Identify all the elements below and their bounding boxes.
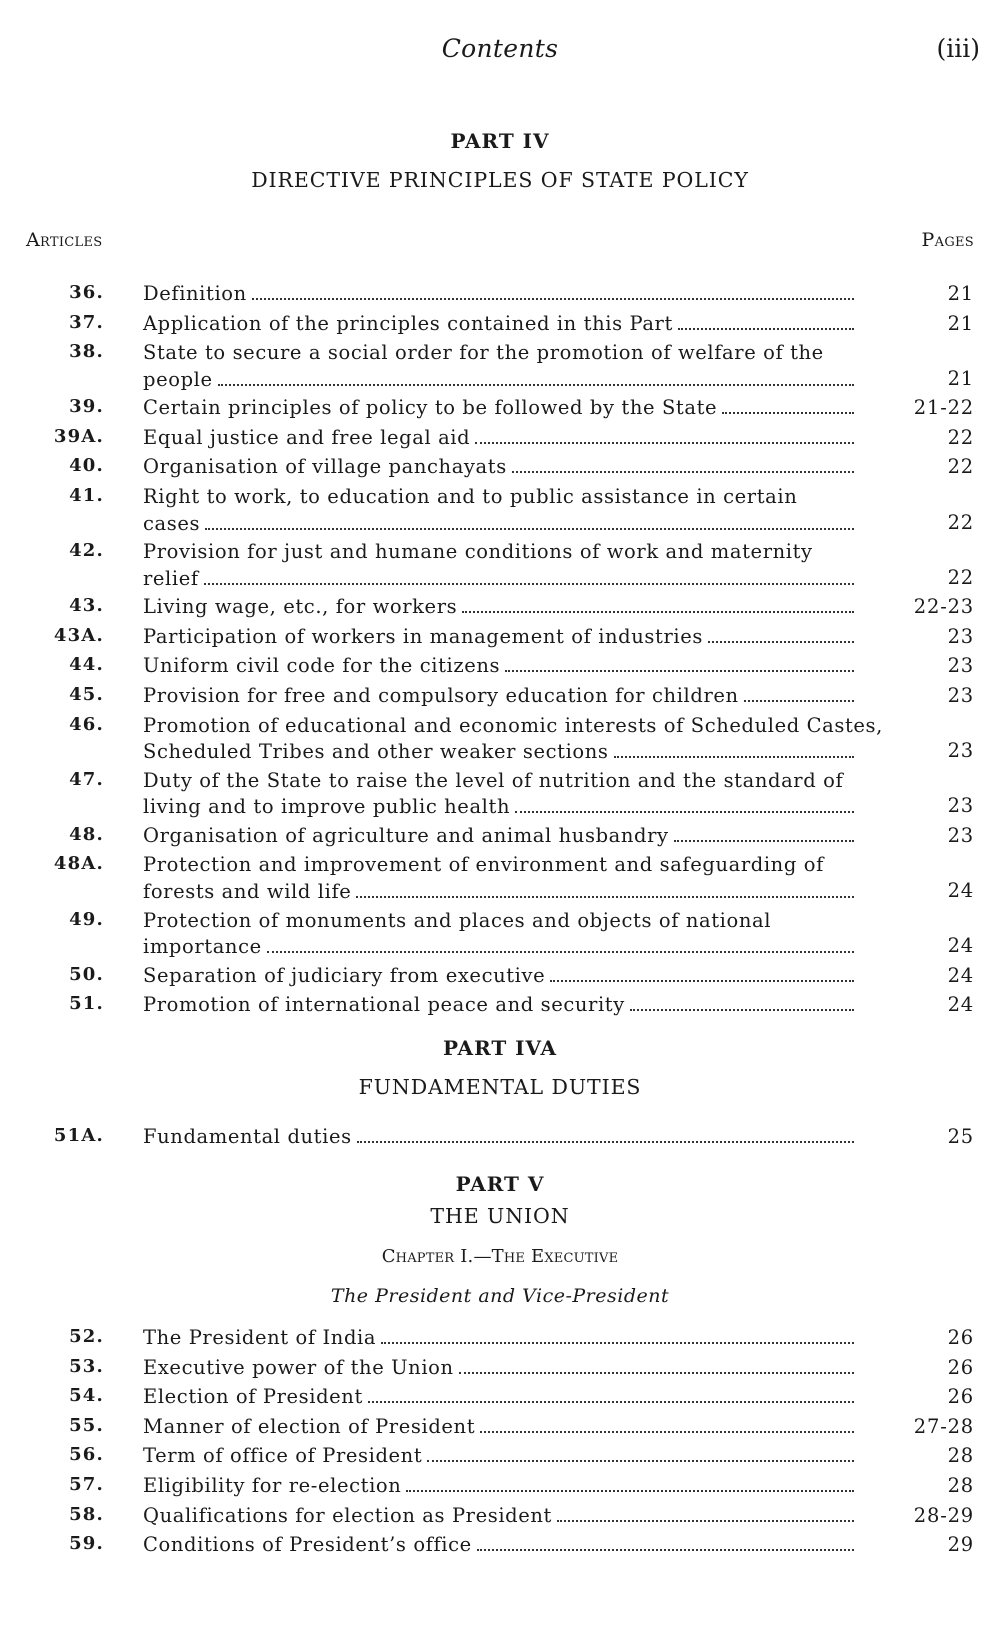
dot-leader	[462, 611, 854, 613]
toc-entry	[0, 683, 1000, 713]
toc-entry	[0, 395, 1000, 425]
part-subtitle: THE UNION	[430, 1204, 570, 1228]
article-number: 48.	[69, 823, 104, 845]
dot-leader	[678, 328, 854, 330]
toc-list	[0, 281, 1000, 1022]
article-title-line: Manner of election of President	[143, 1414, 476, 1438]
page-reference: 24	[947, 934, 974, 957]
toc-entry	[0, 908, 1000, 963]
part-heading: PART IV	[450, 129, 550, 153]
article-number: 50.	[69, 963, 104, 985]
page-reference: 26	[947, 1385, 974, 1409]
article-title-line: importance	[143, 935, 262, 958]
dot-leader	[357, 1141, 854, 1143]
article-title	[143, 311, 855, 338]
article-title-line: Certain principles of policy to be followed by the State	[143, 396, 718, 420]
article-title	[143, 539, 855, 592]
article-title	[143, 340, 855, 393]
article-title-line: Executive power of the Union	[143, 1355, 454, 1379]
dot-leader	[205, 528, 854, 530]
article-number: 55.	[69, 1414, 104, 1436]
article-title-line: Definition	[143, 282, 247, 305]
article-title	[143, 852, 855, 905]
article-number: 58.	[69, 1503, 104, 1525]
article-number: 41.	[69, 485, 104, 507]
article-title	[143, 1124, 855, 1151]
article-number: 43.	[69, 595, 104, 617]
toc-entry	[0, 1503, 1000, 1533]
article-title-line: Separation of judiciary from executive	[143, 963, 546, 987]
page-reference: 29	[947, 1533, 974, 1557]
article-title	[143, 1443, 855, 1470]
page-reference: 23	[947, 739, 974, 763]
article-number: 53.	[69, 1355, 104, 1377]
article-number: 37.	[69, 311, 104, 333]
article-number: 40.	[69, 455, 104, 477]
article-title-line: Equal justice and free legal aid	[143, 425, 471, 449]
article-number: 51.	[69, 993, 104, 1015]
dot-leader	[512, 471, 854, 473]
article-number: 39A.	[53, 425, 104, 447]
page-reference: 23	[947, 684, 974, 708]
toc-entry	[0, 1325, 1000, 1355]
article-title-line: cases	[143, 511, 201, 535]
page-reference: 28-29	[913, 1503, 974, 1527]
article-title-line: Right to work, to education and to public assistance in certain	[143, 485, 798, 509]
article-title	[143, 908, 855, 961]
page-reference: 26	[947, 1355, 974, 1379]
page-reference: 28	[947, 1473, 974, 1497]
article-title-line: Living wage, etc., for workers	[143, 595, 458, 619]
toc-entry	[0, 594, 1000, 624]
dot-leader	[475, 442, 854, 444]
toc-entry	[0, 713, 1000, 768]
dot-leader	[550, 980, 854, 982]
article-title	[143, 653, 855, 680]
article-title-line: Election of President	[143, 1385, 363, 1409]
article-title	[143, 1325, 855, 1352]
toc-list	[0, 1325, 1000, 1562]
article-title-line: Promotion of international peace and security	[143, 993, 625, 1017]
article-title-line: The President of India	[143, 1326, 377, 1349]
page-reference: 22-23	[913, 595, 974, 619]
article-number: 57.	[69, 1473, 104, 1495]
article-title-line: relief	[143, 566, 199, 590]
article-title	[143, 624, 855, 651]
toc-entry	[0, 823, 1000, 853]
article-number: 36.	[69, 282, 104, 303]
toc-entry	[0, 1355, 1000, 1385]
page-reference: 24	[947, 993, 974, 1017]
dot-leader	[356, 896, 854, 898]
pages-column-label: Pages	[921, 229, 974, 251]
page-reference: 24	[947, 878, 974, 902]
page-reference: 26	[947, 1326, 974, 1349]
article-title-line: living and to improve public health	[143, 795, 511, 819]
article-title-line: Provision for just and humane conditions of work and maternity	[143, 540, 813, 564]
article-title-line: Duty of the State to raise the level of nutrition and the standard of	[143, 768, 844, 792]
section-heading: The President and Vice-President	[330, 1285, 670, 1307]
toc-entry	[0, 1473, 1000, 1503]
page-reference: 23	[947, 823, 974, 847]
toc-entry	[0, 1532, 1000, 1562]
dot-leader	[252, 298, 854, 300]
article-number: 59.	[69, 1533, 104, 1555]
article-title-line: Conditions of President’s office	[143, 1533, 472, 1557]
page-reference: 22	[947, 425, 974, 449]
dot-leader	[614, 756, 854, 758]
article-number: 39.	[69, 396, 104, 418]
article-title-line: Term of office of President	[143, 1444, 423, 1468]
article-title	[143, 1473, 855, 1500]
page-reference: 23	[947, 794, 974, 818]
page-reference: 21	[947, 311, 974, 335]
toc-entry	[0, 1414, 1000, 1444]
dot-leader	[477, 1549, 854, 1551]
page-reference: 22	[947, 565, 974, 589]
toc-entry	[0, 454, 1000, 484]
toc-entry	[0, 1384, 1000, 1414]
toc-entry	[0, 539, 1000, 594]
article-number: 47.	[69, 768, 104, 790]
dot-leader	[515, 811, 854, 813]
article-title-line: Fundamental duties	[143, 1125, 352, 1148]
article-title-line: Scheduled Tribes and other weaker sections	[143, 740, 609, 764]
article-title-line: Protection and improvement of environment and safeguarding of	[143, 853, 824, 877]
dot-leader	[744, 700, 854, 702]
dot-leader	[204, 583, 854, 585]
part-heading: PART IVA	[442, 1036, 558, 1060]
dot-leader	[480, 1431, 854, 1433]
article-title-line: Promotion of educational and economic interests of Scheduled Castes,	[143, 713, 883, 737]
toc-list	[0, 1124, 1000, 1154]
dot-leader	[708, 641, 854, 643]
article-title	[143, 395, 855, 422]
article-number: 43A.	[53, 624, 104, 646]
article-title	[143, 281, 855, 308]
page-reference: 23	[947, 654, 974, 678]
dot-leader	[505, 670, 854, 672]
article-title	[143, 713, 883, 766]
article-number: 49.	[69, 908, 104, 930]
page-reference: 23	[947, 624, 974, 648]
dot-leader	[459, 1372, 854, 1374]
article-title	[143, 1414, 855, 1441]
article-title	[143, 1532, 855, 1559]
article-number: 54.	[69, 1385, 104, 1407]
article-title	[143, 768, 855, 821]
article-title	[143, 683, 855, 710]
dot-leader	[381, 1342, 854, 1344]
toc-entry	[0, 484, 1000, 539]
page-reference: 28	[947, 1444, 974, 1468]
article-number: 52.	[69, 1326, 104, 1347]
page-reference: 21	[947, 282, 974, 305]
article-title-line: Application of the principles contained in this Part	[143, 311, 673, 335]
page-reference: 22	[947, 455, 974, 479]
chapter-heading: Chapter I.—The Executive	[381, 1246, 619, 1267]
article-number: 45.	[69, 684, 104, 706]
article-number: 42.	[69, 540, 104, 562]
article-title	[143, 963, 855, 990]
toc-entry	[0, 653, 1000, 683]
article-number: 51A.	[53, 1125, 104, 1146]
article-title-line: Protection of monuments and places and objects of national	[143, 908, 772, 932]
article-title-line: Organisation of village panchayats	[143, 455, 507, 479]
toc-entry	[0, 992, 1000, 1022]
article-title-line: people	[143, 367, 213, 391]
dot-leader	[674, 840, 854, 842]
article-title	[143, 1384, 855, 1411]
dot-leader	[557, 1520, 854, 1522]
dot-leader	[722, 412, 854, 414]
article-title	[143, 1503, 855, 1530]
article-title	[143, 1355, 855, 1382]
article-title-line: Uniform civil code for the citizens	[143, 654, 501, 678]
page-reference: 27-28	[913, 1414, 974, 1438]
article-title	[143, 992, 855, 1019]
articles-column-label: Articles	[26, 229, 103, 251]
article-title	[143, 425, 855, 452]
dot-leader	[218, 384, 854, 386]
dot-leader	[368, 1401, 854, 1403]
article-title-line: Participation of workers in management of industries	[143, 624, 703, 648]
part-subtitle: DIRECTIVE PRINCIPLES OF STATE POLICY	[251, 168, 749, 192]
article-title-line: State to secure a social order for the promotion of welfare of the	[143, 341, 824, 365]
part-heading: PART V	[455, 1172, 545, 1196]
article-number: 48A.	[53, 853, 104, 875]
article-title-line: Organisation of agriculture and animal husbandry	[143, 823, 669, 847]
article-title	[143, 594, 855, 621]
toc-entry	[0, 963, 1000, 993]
article-title-line: Eligibility for re-election	[143, 1473, 402, 1497]
page-reference: 22	[947, 510, 974, 534]
toc-entry	[0, 1124, 1000, 1154]
toc-entry	[0, 311, 1000, 341]
toc-entry	[0, 340, 1000, 395]
dot-leader	[267, 951, 854, 953]
article-title	[143, 823, 855, 850]
article-number: 46.	[69, 713, 104, 735]
toc-entry	[0, 1443, 1000, 1473]
article-number: 44.	[69, 654, 104, 676]
article-number: 56.	[69, 1444, 104, 1466]
article-title	[143, 454, 855, 481]
article-title-line: forests and wild life	[143, 879, 352, 903]
article-title-line: Qualifications for election as President	[143, 1503, 552, 1527]
toc-entry	[0, 624, 1000, 654]
toc-entry	[0, 281, 1000, 311]
page-number: (iii)	[936, 34, 980, 63]
page-reference: 25	[947, 1125, 974, 1148]
page-reference: 21	[947, 366, 974, 390]
running-title: Contents	[441, 34, 559, 63]
toc-entry	[0, 768, 1000, 823]
toc-entry	[0, 852, 1000, 907]
article-title-line: Provision for free and compulsory education for children	[143, 684, 739, 708]
article-title	[143, 484, 855, 537]
page-reference: 24	[947, 963, 974, 987]
dot-leader	[630, 1009, 854, 1011]
page-reference: 21-22	[913, 396, 974, 420]
toc-entry	[0, 425, 1000, 455]
part-subtitle: FUNDAMENTAL DUTIES	[358, 1075, 642, 1099]
dot-leader	[427, 1460, 854, 1462]
dot-leader	[406, 1490, 854, 1492]
article-number: 38.	[69, 341, 104, 363]
